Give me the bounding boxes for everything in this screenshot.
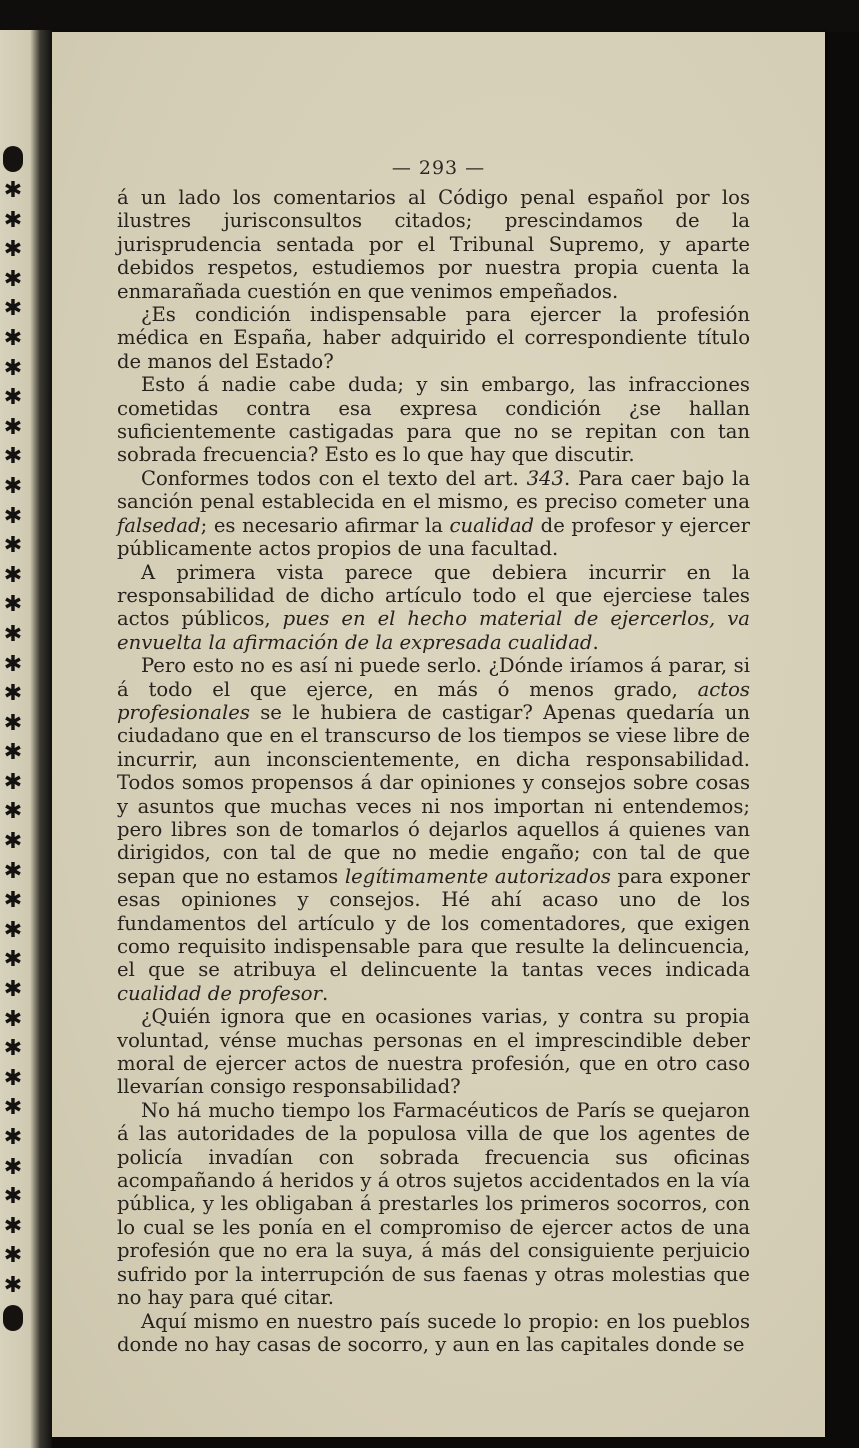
text-run: á un lado los comentarios al Código penal español por los ilustres jurisconsultos citados; prescindamos de la jurisprudencia sentada por el Tribunal Supremo, y aparte debidos respetos, estudiemos por nuestra propia cuenta la enmarañada cuestión en que venimos empeñados. xyxy=(117,186,750,303)
binding-star-icon: ✱ xyxy=(3,740,23,766)
paragraph-p6 xyxy=(117,654,750,1005)
body-text xyxy=(117,186,750,1356)
binding-star-icon: ✱ xyxy=(3,1006,23,1032)
text-run: . Para caer bajo la sanción penal establecida en el mismo, es preciso cometer una xyxy=(117,466,750,514)
text-run: para exponer esas opiniones y consejos. Hé ahí acaso uno de los fundamentos del artículo y de los comentadores, que exigen como requisito indispensable para que resulte la delincuencia, el que se atribuya el delincuente la tantas veces indicada xyxy=(117,864,751,982)
binding-star-icon: ✱ xyxy=(3,207,23,233)
text-run: de profesor y ejercer públicamente actos propios de una facultad. xyxy=(117,513,750,561)
text-run: A primera vista parece que debiera incurrir en la responsabilidad de dicho artículo todo el que ejerciese tales actos públicos, xyxy=(117,560,750,631)
italic-text: pues en el hecho material de ejercerlos, va envuelta la afirmación de la expresada cualidad xyxy=(117,607,750,654)
binding-star-icon: ✱ xyxy=(3,533,23,559)
binding-star-icon: ✱ xyxy=(3,681,23,707)
scan-right-border xyxy=(825,32,859,1448)
binding-star-icon: ✱ xyxy=(3,1213,23,1239)
italic-text: cualidad xyxy=(449,513,535,537)
text-run: Esto á nadie cabe duda; y sin embargo, las infracciones cometidas contra esa expresa condición ¿se hallan suficientemente castigadas para que no se repitan con tan sobrada frecuencia? Esto es lo que hay que discutir. xyxy=(117,373,750,467)
binding-star-icon: ✱ xyxy=(3,621,23,647)
binding-dot-icon xyxy=(3,1305,23,1331)
binding-star-icon: ✱ xyxy=(3,769,23,795)
scan-top-border xyxy=(0,0,859,34)
italic-text: actos profesionales xyxy=(117,677,750,724)
text-run: . xyxy=(321,981,329,1005)
paragraph-p8 xyxy=(117,1099,750,1310)
italic-text: 343 xyxy=(526,466,564,490)
text-run: No há mucho tiempo los Farmacéuticos de París se quejaron á las autoridades de la populosa villa de que los agentes de policía invadían con sobrada frecuencia sus oficinas acompañando á heridos y á otros sujetos accidentados en la vía pública, y les obligaban á prestarles los primeros socorros, con lo cual se les ponía en el compromiso de ejercer actos de una profesión que no era la suya, á más del consiguiente perjuicio sufrido por la interrupción de sus faenas y otras molestias que no hay para qué citar. xyxy=(117,1098,750,1310)
binding-star-icon: ✱ xyxy=(3,651,23,677)
paragraph-p5 xyxy=(117,561,750,655)
binding-star-icon: ✱ xyxy=(3,266,23,292)
paragraph-p7 xyxy=(117,1005,750,1099)
binding-star-icon: ✱ xyxy=(3,799,23,825)
text-run: ; es necesario afirmar la xyxy=(200,513,450,537)
binding-star-icon: ✱ xyxy=(3,296,23,322)
binding-star-icon: ✱ xyxy=(3,1125,23,1150)
text-run: se le hubiera de castigar? Apenas quedaría un ciudadano que en el transcurso de los tiempos se viese libre de incurrir, aun inconscientemente, en dicha responsabilidad. Todos somos propensos á dar opiniones y consejos sobre cosas y asuntos que muchas veces ni nos importan ni entendemos; pero libres son de tomarlos ó dejarlos aquellos á quienes van dirigidos, con tal de que no medie engaño; con tal de que sepan que no estamos xyxy=(117,700,750,888)
binding-star-icon: ✱ xyxy=(3,237,23,263)
binding-star-icon: ✱ xyxy=(3,325,23,351)
binding-star-icon: ✱ xyxy=(3,178,23,203)
binding-star-icon: ✱ xyxy=(3,829,23,855)
binding-dot-icon xyxy=(3,146,23,172)
binding-star-icon: ✱ xyxy=(3,917,23,943)
binding-star-icon: ✱ xyxy=(3,947,23,973)
text-run: ¿Quién ignora que en ocasiones varias, y contra su propia voluntad, vénse muchas personas en el imprescindible deber moral de ejercer actos de nuestra profesión, que en otro caso llevarían consigo responsabilidad? xyxy=(117,1005,750,1099)
text-run: ¿Es condición indispensable para ejercer la profesión médica en España, haber adquirido el correspondiente título de manos del Estado? xyxy=(117,303,750,373)
text-run: Conformes todos con el texto del art. xyxy=(141,466,527,490)
binding-star-icon: ✱ xyxy=(3,1065,23,1091)
italic-text: cualidad de profesor xyxy=(117,981,322,1005)
paragraph-p4 xyxy=(117,467,750,561)
scan-bottom-border xyxy=(52,1437,859,1448)
text-run: Pero esto no es así ni puede serlo. ¿Dónde iríamos á parar, si á todo el que ejerce, en más ó menos grado, xyxy=(117,654,750,701)
binding-star-icon: ✱ xyxy=(3,444,23,470)
binding-stitch-marks xyxy=(0,142,26,1342)
binding-star-icon: ✱ xyxy=(3,1272,23,1298)
italic-text: falsedad xyxy=(117,513,201,537)
paragraph-p2 xyxy=(117,303,750,373)
paragraph-p3 xyxy=(117,373,750,467)
binding-star-icon: ✱ xyxy=(3,355,23,381)
binding-star-icon: ✱ xyxy=(3,858,23,884)
binding-star-icon: ✱ xyxy=(3,977,23,1003)
binding-star-icon: ✱ xyxy=(3,385,23,411)
binding-star-icon: ✱ xyxy=(3,1184,23,1210)
binding-star-icon: ✱ xyxy=(3,1154,23,1180)
book-binding-edge xyxy=(0,30,52,1448)
binding-star-icon: ✱ xyxy=(3,414,23,440)
binding-star-icon: ✱ xyxy=(3,888,23,914)
binding-star-icon: ✱ xyxy=(3,710,23,736)
binding-star-icon: ✱ xyxy=(3,1036,23,1062)
text-run: . xyxy=(592,630,599,654)
text-run: Aquí mismo en nuestro país sucede lo propio: en los pueblos donde no hay casas de socorro, y aun en las capitales donde se xyxy=(117,1309,750,1356)
italic-text: legítimamente autorizados xyxy=(344,864,611,888)
binding-star-icon: ✱ xyxy=(3,1095,23,1121)
binding-star-icon: ✱ xyxy=(3,592,23,618)
paragraph-p1 xyxy=(117,186,750,303)
book-page xyxy=(52,32,825,1437)
binding-star-icon: ✱ xyxy=(3,562,23,588)
binding-star-icon: ✱ xyxy=(3,473,23,499)
page-number: — 293 — xyxy=(391,157,486,179)
binding-star-icon: ✱ xyxy=(3,1243,23,1269)
paragraph-p9 xyxy=(117,1310,750,1357)
binding-star-icon: ✱ xyxy=(3,503,23,529)
